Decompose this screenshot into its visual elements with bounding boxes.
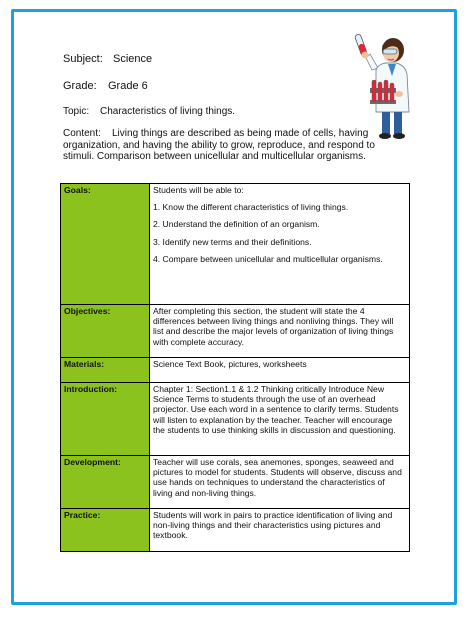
practice-text: Students will work in pairs to practice identification of living and non-living things and their characteristics using pictures and textbook. [150, 509, 410, 552]
development-label: Development: [61, 456, 150, 509]
goal-item-3: 3. Identify new terms and their definitions. [153, 236, 312, 247]
goals-intro: Students will be able to: [153, 185, 244, 195]
grade-label: Grade: [63, 80, 97, 92]
topic-label: Topic: [63, 106, 90, 117]
lesson-plan-table [60, 183, 410, 552]
topic-value: Characteristics of living things. [100, 106, 236, 117]
grade-line [63, 80, 148, 92]
table-row-development [61, 456, 410, 509]
materials-text: Science Text Book, pictures, worksheets [150, 358, 410, 383]
scientist-illustration-icon [352, 28, 416, 146]
table-row-practice [61, 509, 410, 552]
materials-label: Materials: [61, 358, 150, 383]
content-paragraph [63, 128, 383, 163]
goal-item-1: 1. Know the different characteristics of living things. [153, 202, 349, 213]
content-value: Living things are described as being made of cells, having organization, and having the ability to grow, reproduce, and respond to stimuli. Comparison between unicellular and multicellular organisms. [63, 128, 375, 162]
introduction-text: Chapter 1: Section1.1 & 1.2 Thinking critically Introduce New Science Terms to students through the use of an overhead projector. Use each word in a sentence to clarify terms. Students will listen to explanation by the teacher. Teacher will encourage the students to use thinking skills in discussion and questioning. [150, 383, 410, 456]
goal-item-4: 4. Compare between unicellular and multicellular organisms. [153, 253, 383, 264]
objectives-text: After completing this section, the student will state the 4 differences between living things and nonliving things. They will list and describe the major levels of organization of living things with complete accuracy. [150, 305, 410, 358]
introduction-label: Introduction: [61, 383, 150, 456]
topic-line [63, 106, 235, 117]
table-row-goals [61, 184, 410, 305]
goal-item-2: 2. Understand the definition of an organism. [153, 219, 320, 230]
table-row-introduction [61, 383, 410, 456]
goals-cell [150, 184, 410, 305]
practice-label: Practice: [61, 509, 150, 552]
subject-line [63, 53, 152, 65]
objectives-label: Objectives: [61, 305, 150, 358]
table-row-objectives [61, 305, 410, 358]
development-text: Teacher will use corals, sea anemones, sponges, seaweed and pictures to model for students. Students will observe, discuss and use hands on techniques to understand the characteristics of living and non-living things. [150, 456, 410, 509]
goals-label: Goals: [61, 184, 150, 305]
grade-value: Grade 6 [108, 80, 148, 92]
content-label: Content: [63, 128, 101, 139]
subject-label: Subject: [63, 53, 103, 65]
table-row-materials [61, 358, 410, 383]
subject-value: Science [113, 53, 153, 65]
